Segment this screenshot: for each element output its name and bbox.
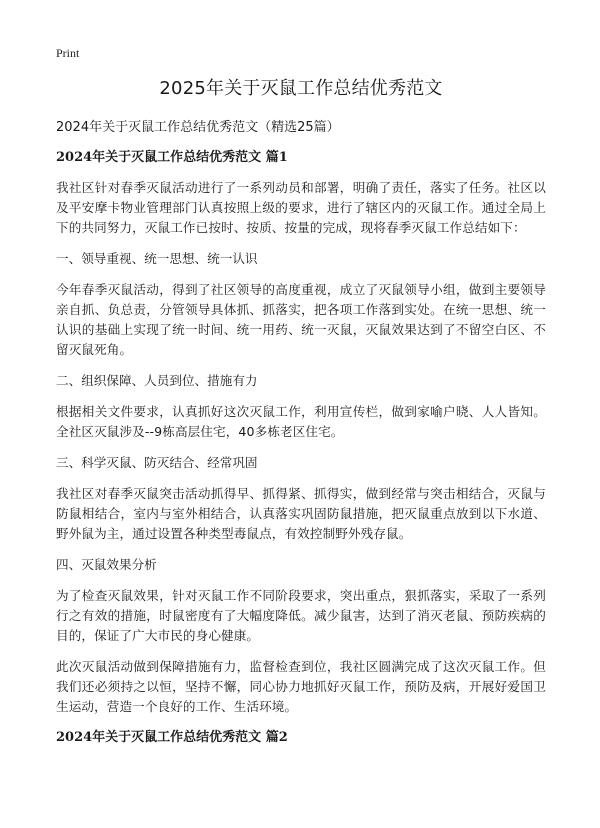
- paragraph: 今年春季灭鼠活动，得到了社区领导的高度重视，成立了灭鼠领导小组，做到主要领导亲自抓、负总责，分管领导具体抓、抓落实，把各项工作落到实处。在统一思想、统一认识的基础上实现了统一时间、统一用药、统一灭鼠，灭鼠效果达到了不留空白区、不留灭鼠死角。: [56, 282, 546, 357]
- section-heading: 2024年关于灭鼠工作总结优秀范文 篇1: [56, 150, 288, 165]
- paragraph: 为了检查灭鼠效果，针对灭鼠工作不同阶段要求，突出重点，狠抓落实，采取了一系列行之有效的措施，时鼠密度有了大幅度降低。减少鼠害，达到了消灭老鼠、预防疾病的目的，保证了广大市民的身心健康。: [56, 588, 546, 643]
- subheading: 一、领导重视、统一思想、统一认识: [56, 251, 258, 266]
- document-subtitle: 2024年关于灭鼠工作总结优秀范文（精选25篇）: [56, 120, 340, 135]
- subheading: 三、科学灭鼠、防灭结合、经常巩固: [56, 455, 258, 470]
- article-section-1: [56, 148, 546, 717]
- paragraph: 此次灭鼠活动做到保障措施有力，监督检查到位，我社区圆满完成了这次灭鼠工作。但我们还必须持之以恒，坚持不懈，同心协力地抓好灭鼠工作，预防及病，开展好爱国卫生运动，营造一个良好的工作、生活环境。: [56, 659, 546, 714]
- paragraph: 根据相关文件要求，认真抓好这次灭鼠工作，利用宣传栏，做到家喻户晓、人人皆知。全社区灭鼠涉及--9栋高层住宅，40多栋老区住宅。: [56, 404, 546, 439]
- subheading: 二、组织保障、人员到位、措施有力: [56, 373, 258, 388]
- print-link[interactable]: Print: [56, 46, 80, 60]
- document-body: [56, 76, 546, 758]
- article-section-2: [56, 728, 546, 748]
- paragraph: 我社区针对春季灭鼠活动进行了一系列动员和部署，明确了责任，落实了任务。社区以及平安摩卡物业管理部门认真按照上级的要求，进行了辖区内的灭鼠工作。通过全局上下的共同努力，灭鼠工作已按时、按质、按量的完成，现将春季灭鼠工作总结如下：: [56, 180, 546, 235]
- page-title: 2025年关于灭鼠工作总结优秀范文: [159, 78, 443, 99]
- subheading: 四、灭鼠效果分析: [56, 557, 157, 572]
- section-heading: 2024年关于灭鼠工作总结优秀范文 篇2: [56, 730, 288, 745]
- paragraph: 我社区对春季灭鼠突击活动抓得早、抓得紧、抓得实，做到经常与突击相结合，灭鼠与防鼠相结合，室内与室外相结合，认真落实巩固防鼠措施，把灭鼠重点放到以下水道、野外鼠为主，通过设置各种类型毒鼠点，有效控制野外残存鼠。: [56, 486, 546, 541]
